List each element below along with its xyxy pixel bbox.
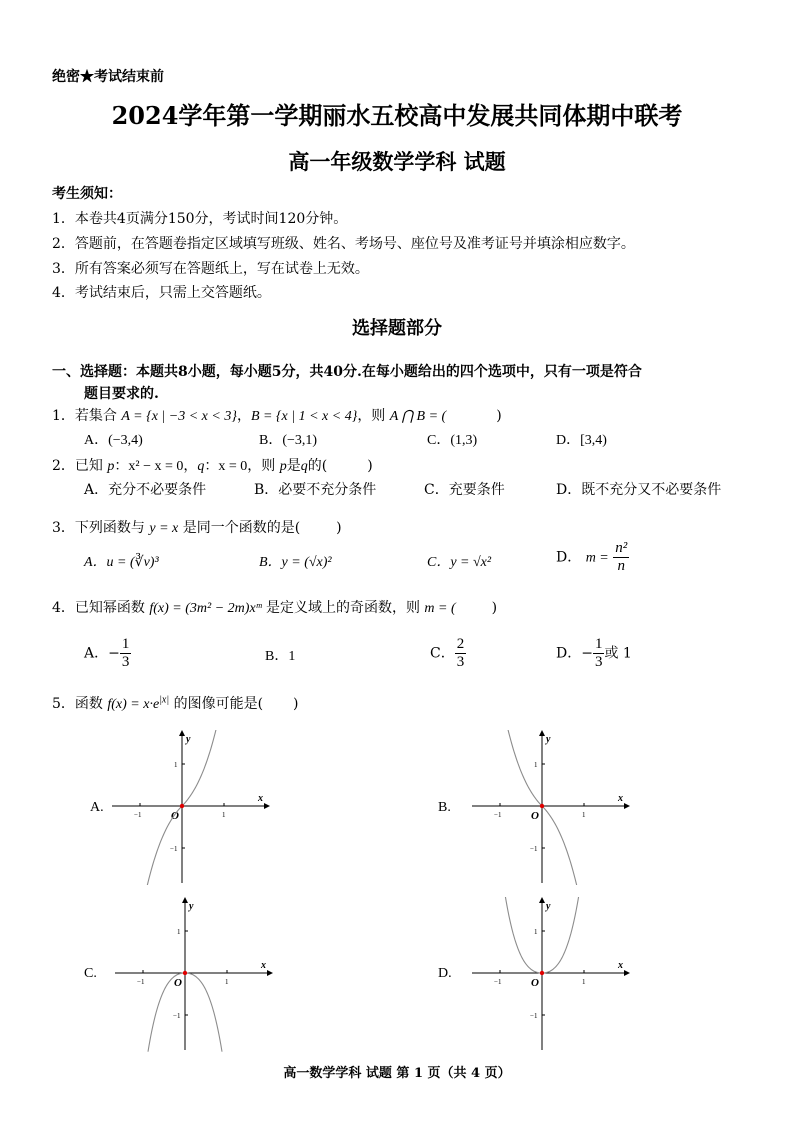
option-label: D． [556, 549, 582, 566]
question-1 [52, 405, 502, 425]
option-tail: 或 1 [604, 645, 632, 662]
graph-option-d [470, 897, 630, 1052]
tick-label: 1 [582, 978, 586, 986]
option-a: A．充分不必要条件 [84, 482, 207, 498]
answer-bracket: ) [496, 408, 502, 424]
tick-label: −1 [530, 845, 538, 853]
graph-option-a [110, 730, 270, 885]
notice-item: 4．考试结束后，只需上交答题纸。 [52, 285, 271, 301]
tick-label: −1 [530, 1012, 538, 1020]
separator: ， [236, 408, 251, 424]
prop-p: p [279, 459, 287, 474]
x-axis-label: x [261, 960, 266, 971]
option-b: B．1 [265, 649, 296, 664]
answer-bracket: ) [367, 458, 373, 474]
y-axis-arrow [539, 897, 545, 903]
option-a: A．(−3,4) [84, 433, 143, 448]
question-number: 1． [52, 408, 75, 424]
option-label: C． [430, 645, 455, 662]
question-number: 5． [52, 696, 75, 712]
graph-option-b [470, 730, 630, 885]
section-instruction: 一、选择题：本题共8小题，每小题5分，共40分.在每小题给出的四个选项中，只有一项是符合 [52, 364, 642, 380]
secret-label: 绝密★考试结束前 [52, 69, 164, 85]
question-5 [52, 693, 299, 713]
answer-bracket: ) [293, 696, 299, 712]
graph-label-a: A. [90, 800, 104, 815]
question-text: 是定义域上的奇函数，则 [265, 600, 420, 616]
page-footer: 高一数学学科 试题 第 1 页（共 4 页） [283, 1066, 511, 1081]
y-axis-label: y [546, 901, 551, 912]
question-text: 是同一个函数的是( [182, 520, 301, 536]
notice-item: 2．答题前，在答题卷指定区域填写班级、姓名、考场号、座位号及准考证号并填涂相应数字。 [52, 236, 635, 252]
option-label: D．− [556, 645, 593, 662]
graph-label-d: D. [438, 966, 452, 981]
question-text: 函数 [74, 696, 103, 712]
prop-p: p [107, 459, 115, 474]
question-3 [52, 517, 342, 537]
numerator: n² [615, 540, 628, 556]
x-axis-label: x [618, 793, 623, 804]
denominator: 3 [456, 654, 465, 670]
tick-label: 1 [177, 928, 181, 936]
notice-heading: 考生须知： [52, 186, 122, 202]
question-text: ，则 [357, 408, 386, 424]
origin-point [183, 971, 187, 975]
origin-label: O [174, 977, 182, 989]
option-c: C．(1,3) [427, 433, 478, 448]
option-a [84, 636, 131, 671]
denominator: 3 [594, 654, 603, 670]
tick-label: −1 [170, 845, 178, 853]
variable-m: m = ( [424, 601, 456, 616]
answer-bracket: ) [491, 600, 498, 616]
numerator: 2 [456, 636, 465, 652]
tick-label: 1 [534, 928, 538, 936]
graph-label-b: B. [438, 800, 451, 815]
question-text: 已知 [74, 458, 103, 474]
option-d: D．既不充分又不必要条件 [556, 482, 722, 498]
exam-title: 2024学年第一学期丽水五校高中发展共同体期中联考 [111, 101, 683, 130]
tick-label: −1 [134, 811, 142, 819]
function-expr: f(x) = x·e [107, 697, 160, 712]
y-axis-arrow [539, 730, 545, 736]
option-d-lhs: m = [585, 550, 609, 566]
cond-p: ：x² − x = 0， [114, 459, 198, 474]
tick-label: 1 [225, 978, 229, 986]
question-text: 的( [307, 458, 328, 474]
notice-item: 3．所有答案必须写在答题纸上，写在试卷上无效。 [52, 261, 369, 277]
option-d: D．[3,4) [556, 433, 607, 448]
power-function-expr: f(x) = (3m² − 2m)xᵐ [149, 601, 262, 616]
origin-label: O [531, 810, 539, 822]
tick-label: 1 [222, 811, 226, 819]
question-number: 4． [52, 600, 75, 616]
tick-label: 1 [534, 761, 538, 769]
question-2 [52, 455, 373, 475]
tick-label: 1 [174, 761, 178, 769]
y-axis-label: y [186, 734, 191, 745]
graph-option-c [113, 897, 273, 1052]
x-axis-arrow [264, 803, 270, 809]
denominator: 3 [121, 654, 130, 670]
x-axis-label: x [618, 960, 623, 971]
x-axis-label: x [258, 793, 263, 804]
option-a: A．u = (∛v)³ [84, 555, 159, 570]
origin-label: O [171, 810, 179, 822]
notice-item: 1．本卷共4页满分150分，考试时间120分钟。 [52, 211, 348, 227]
tick-label: −1 [494, 811, 502, 819]
option-c [430, 636, 466, 671]
x-axis-arrow [624, 970, 630, 976]
option-label: A．− [84, 645, 120, 662]
tick-label: 1 [582, 811, 586, 819]
fraction [455, 636, 467, 671]
numerator: 1 [121, 636, 130, 652]
set-a: A = {x | −3 < x < 3} [121, 409, 237, 424]
set-b: B = {x | 1 < x < 4} [250, 409, 358, 424]
function-expr: y = x [149, 521, 179, 536]
option-b: B．(−3,1) [259, 433, 318, 448]
tick-label: −1 [137, 978, 145, 986]
question-4 [52, 597, 497, 617]
denominator: n [617, 558, 625, 574]
option-b: B．y = (√x)² [259, 555, 332, 570]
answer-bracket: ) [336, 520, 342, 536]
intersection-expr: A ⋂ B = ( [389, 409, 447, 424]
question-text: 是 [286, 458, 301, 474]
option-c: C．y = √x² [427, 555, 492, 570]
exponent: |x| [159, 694, 170, 706]
option-d [556, 636, 632, 671]
option-d [556, 540, 629, 575]
question-number: 3． [52, 520, 75, 536]
fraction [120, 636, 132, 671]
fraction [593, 636, 605, 671]
question-number: 2． [52, 458, 75, 474]
section-instruction-cont: 题目要求的. [84, 386, 159, 402]
option-b: B．必要不充分条件 [254, 482, 377, 498]
option-c: C．充要条件 [424, 482, 505, 498]
question-text: 的图像可能是( [173, 696, 264, 712]
origin-point [540, 971, 544, 975]
question-text: 若集合 [74, 408, 117, 424]
origin-label: O [531, 977, 539, 989]
question-text: 下列函数与 [74, 520, 145, 536]
numerator: 1 [594, 636, 603, 652]
prop-q: q [197, 459, 205, 474]
cond-q: ：x = 0，则 [204, 459, 276, 474]
prop-q: q [300, 459, 308, 474]
tick-label: −1 [173, 1012, 181, 1020]
y-axis-arrow [182, 897, 188, 903]
origin-point [180, 804, 184, 808]
x-axis-arrow [267, 970, 273, 976]
fraction [613, 540, 629, 575]
y-axis-arrow [179, 730, 185, 736]
y-axis-label: y [546, 734, 551, 745]
tick-label: −1 [494, 978, 502, 986]
question-text: 已知幂函数 [74, 600, 145, 616]
y-axis-label: y [189, 901, 194, 912]
section-title: 选择题部分 [352, 318, 442, 339]
x-axis-arrow [624, 803, 630, 809]
origin-point [540, 804, 544, 808]
exam-subtitle: 高一年级数学学科 试题 [288, 149, 506, 174]
graph-label-c: C. [84, 966, 97, 981]
